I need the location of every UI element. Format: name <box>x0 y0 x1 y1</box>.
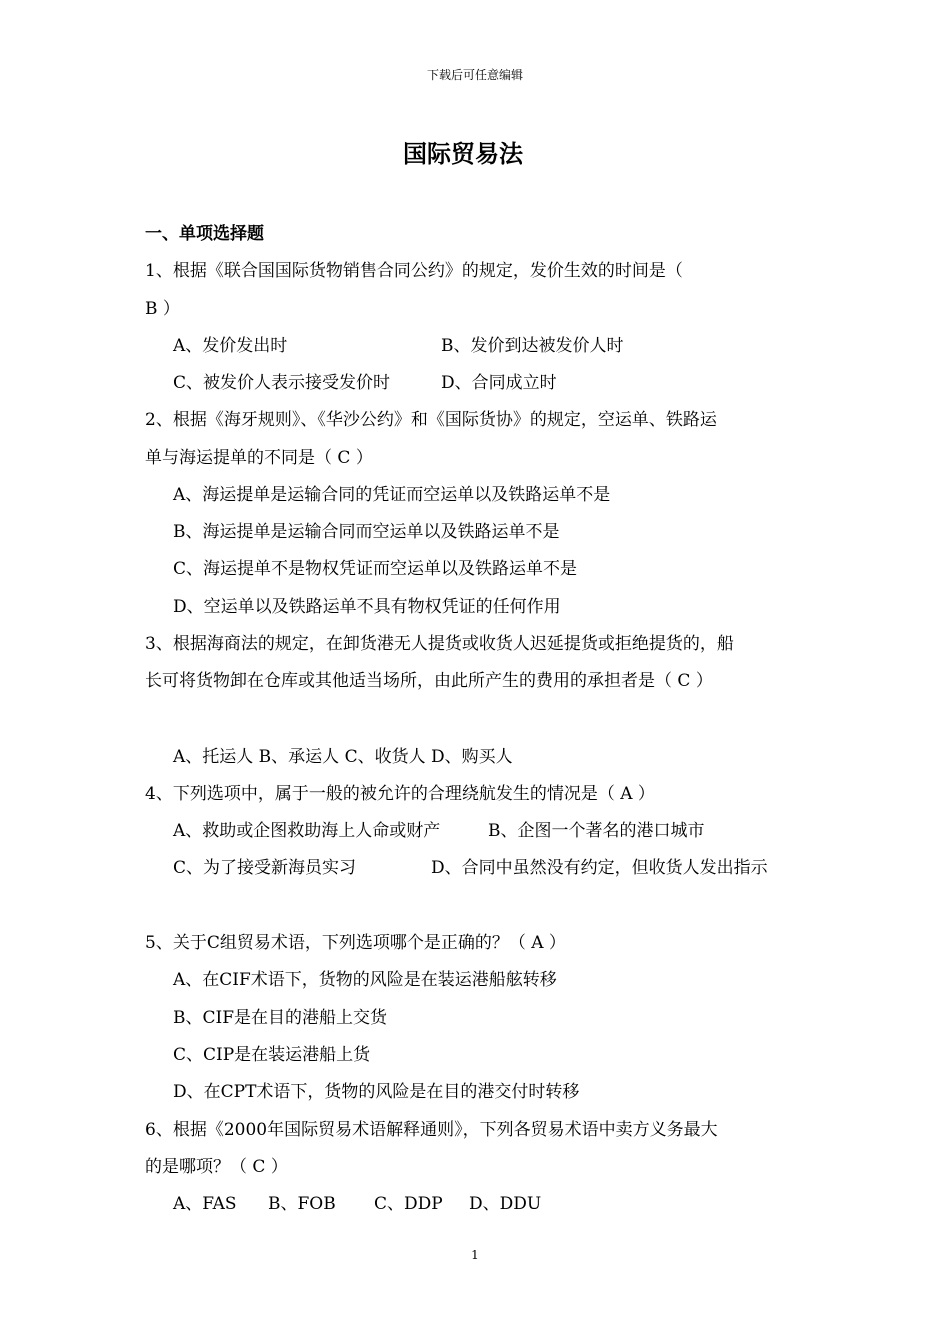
q4-option-b: B、企图一个著名的港口城市 <box>488 821 705 841</box>
q1-option-b: B、发价到达被发价人时 <box>441 336 624 356</box>
q5-option-b: B、CIF是在目的港船上交货 <box>173 1008 388 1028</box>
q6-stem: 6、根据《2000年国际贸易术语解释通则》，下列各贸易术语中卖方义务最大 <box>145 1120 718 1140</box>
q4-stem: 4、下列选项中，属于一般的被允许的合理绕航发生的情况是（ A ） <box>145 784 655 804</box>
header-note: 下载后可任意编辑 <box>426 68 523 82</box>
section-heading: 一、单项选择题 <box>145 224 264 244</box>
q3-options: A、托运人 B、承运人 C、收货人 D、购买人 <box>173 747 513 767</box>
q6-option-b: B、FOB <box>268 1194 336 1214</box>
q5-option-c: C、CIP是在装运港船上货 <box>173 1045 371 1065</box>
q1-option-a: A、发价发出时 <box>173 336 288 356</box>
q6-option-c: C、DDP <box>374 1194 443 1214</box>
q5-stem: 5、关于C组贸易术语，下列选项哪个是正确的？（ A ） <box>145 933 566 953</box>
q4-option-a: A、救助或企图救助海上人命或财产 <box>173 821 441 841</box>
q1-option-c: C、被发价人表示接受发价时 <box>173 373 391 393</box>
q2-option-a: A、海运提单是运输合同的凭证而空运单以及铁路运单不是 <box>173 485 611 505</box>
document-title: 国际贸易法 <box>403 139 523 168</box>
q2-option-d: D、空运单以及铁路运单不具有物权凭证的任何作用 <box>173 597 561 617</box>
q4-option-c: C、为了接受新海员实习 <box>173 858 357 878</box>
q1-answer: B ） <box>145 299 180 319</box>
page-number: 1 <box>471 1248 479 1262</box>
q1-stem: 1、根据《联合国国际货物销售合同公约》的规定，发价生效的时间是（ <box>145 261 683 281</box>
q2-stem-cont: 单与海运提单的不同是（ C ） <box>145 448 373 468</box>
q6-option-d: D、DDU <box>469 1194 542 1214</box>
q6-stem-cont: 的是哪项？（ C ） <box>145 1157 288 1177</box>
q3-stem: 3、根据海商法的规定，在卸货港无人提货或收货人迟延提货或拒绝提货的，船 <box>145 634 734 654</box>
q5-option-a: A、在CIF术语下，货物的风险是在装运港船舷转移 <box>173 970 557 990</box>
q2-stem: 2、根据《海牙规则》、《华沙公约》和《国际货协》的规定，空运单、铁路运 <box>145 410 717 430</box>
q4-option-d: D、合同中虽然没有约定，但收货人发出指示 <box>431 858 768 878</box>
q5-option-d: D、在CPT术语下，货物的风险是在目的港交付时转移 <box>173 1082 580 1102</box>
q2-option-c: C、海运提单不是物权凭证而空运单以及铁路运单不是 <box>173 559 578 579</box>
q2-option-b: B、海运提单是运输合同而空运单以及铁路运单不是 <box>173 522 560 542</box>
q3-stem-cont: 长可将货物卸在仓库或其他适当场所，由此所产生的费用的承担者是（ C ） <box>145 671 713 691</box>
q1-option-d: D、合同成立时 <box>441 373 557 393</box>
q6-option-a: A、FAS <box>173 1194 237 1214</box>
